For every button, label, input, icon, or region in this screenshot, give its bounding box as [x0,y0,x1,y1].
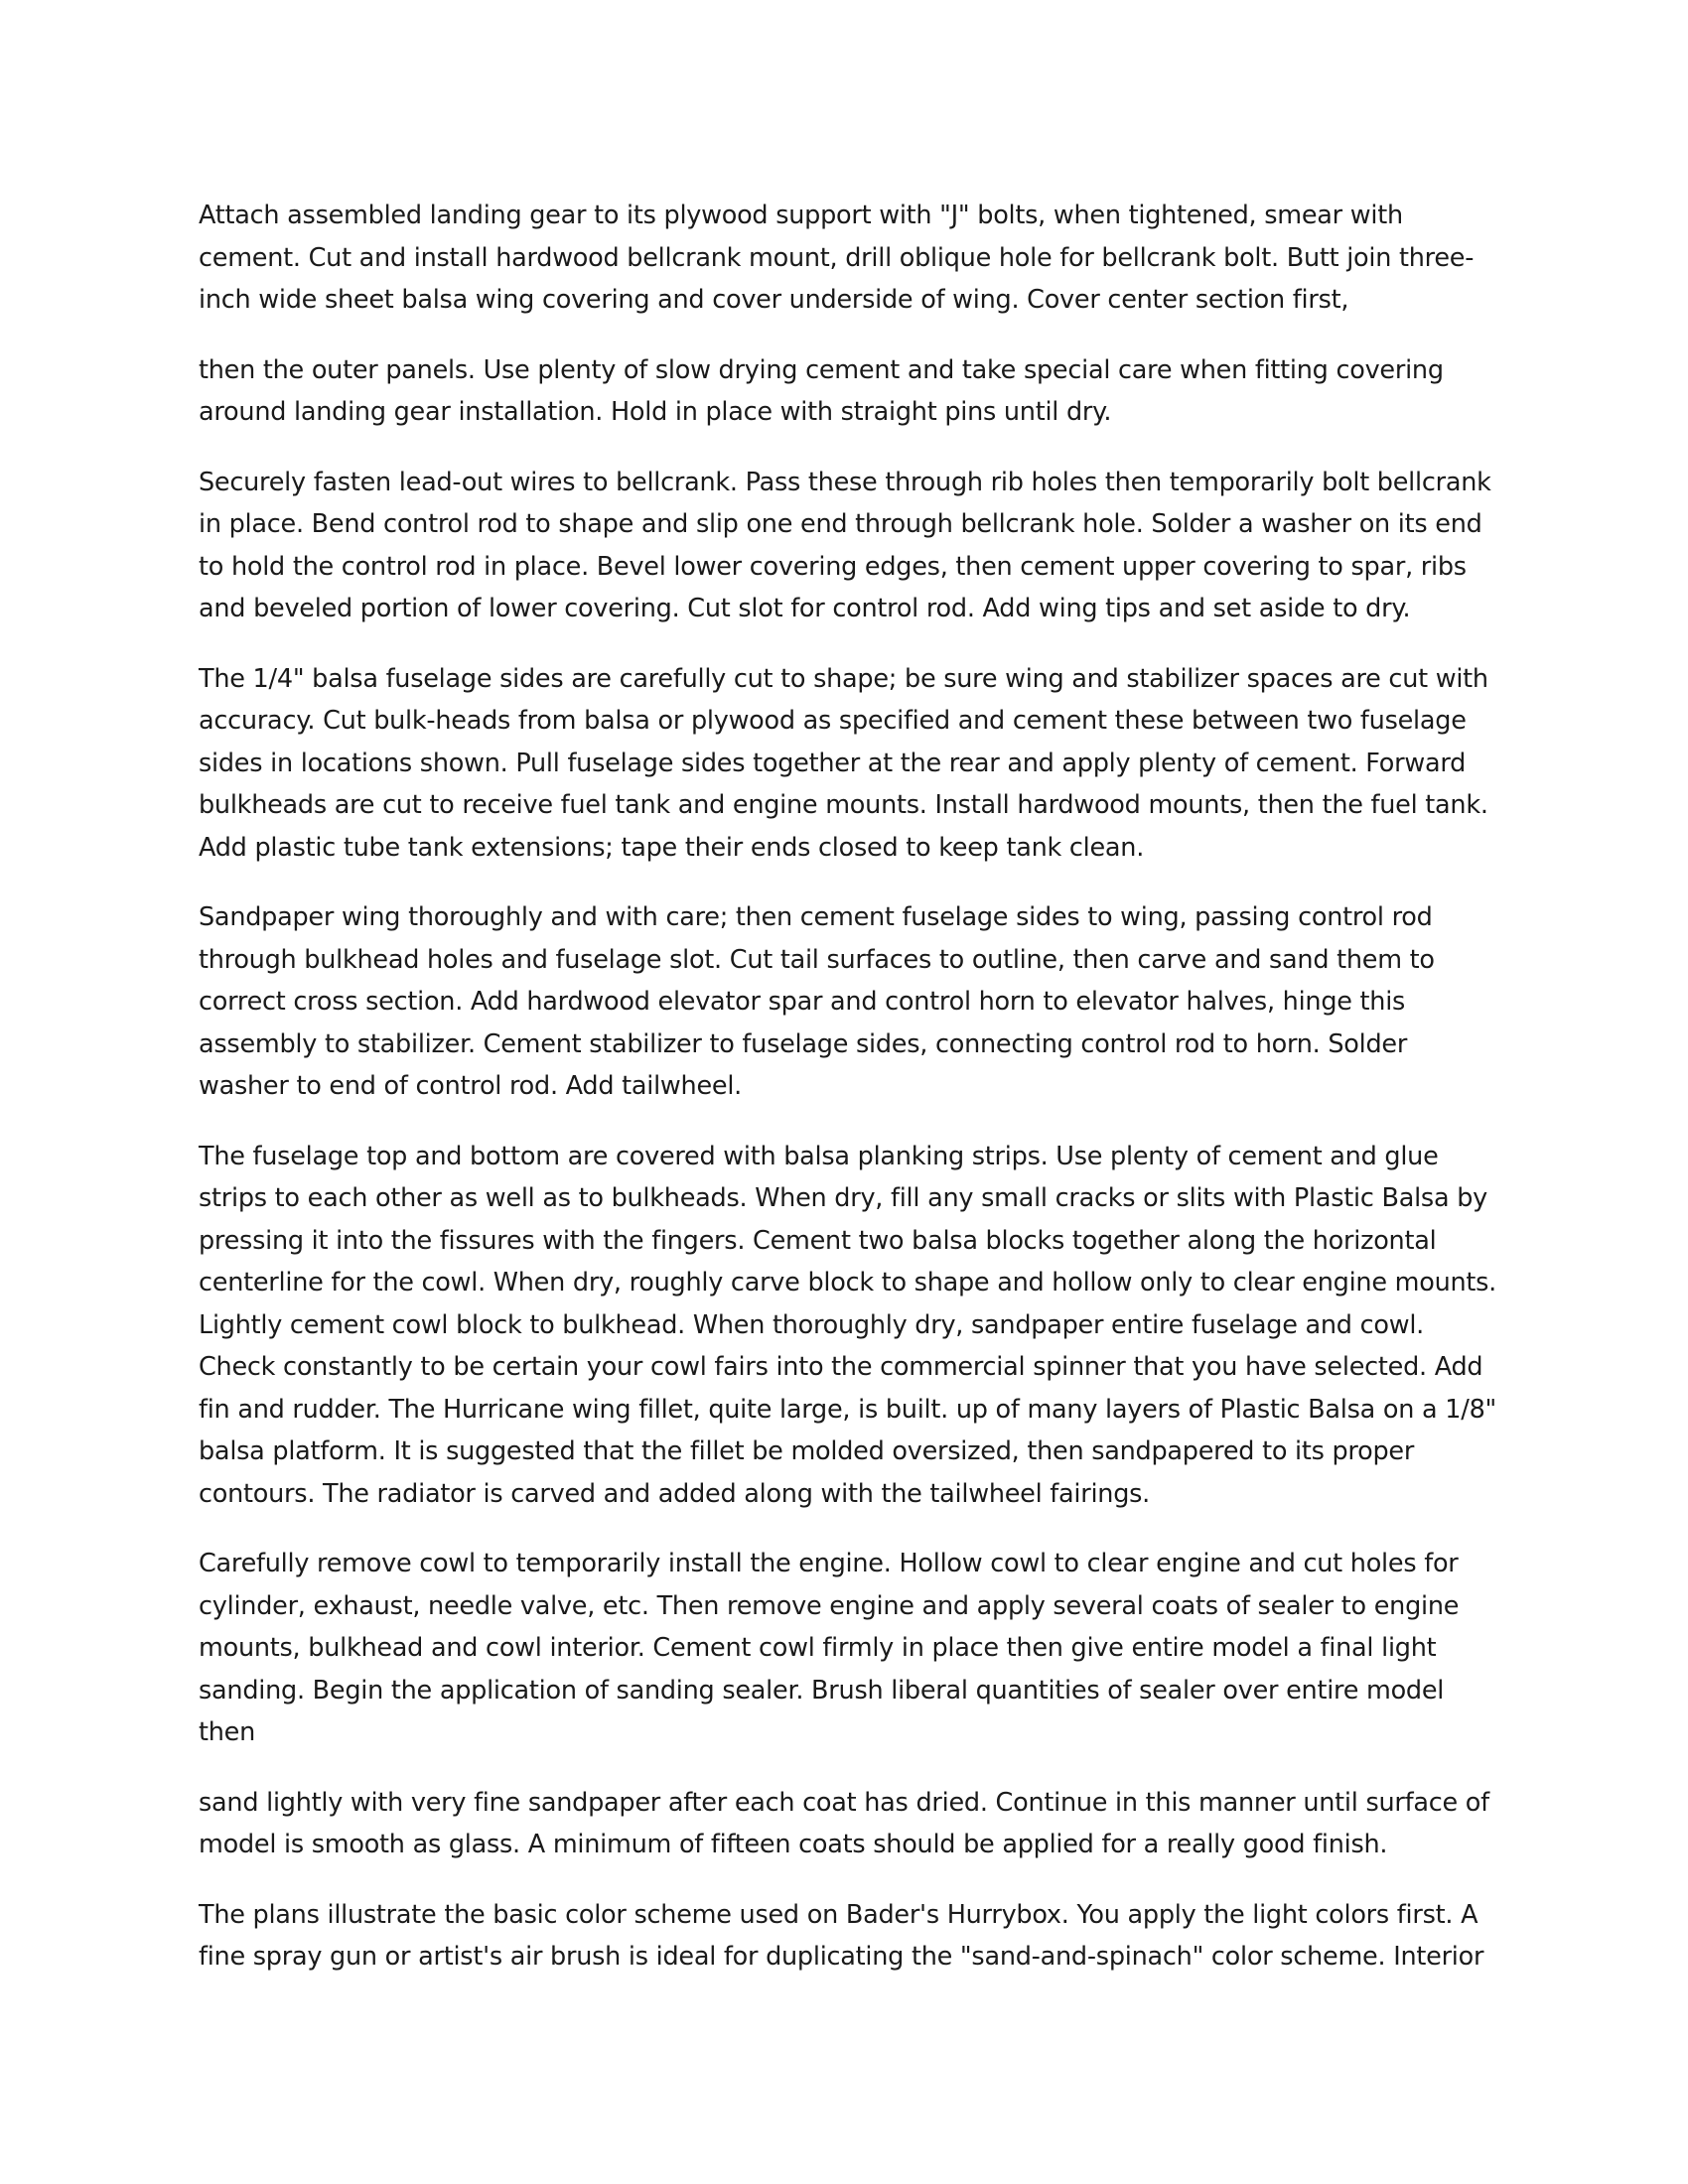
paragraph-planking-cowl: The fuselage top and bottom are covered with balsa planking strips. Use plenty of cement and glue strips to each other as well as to bulkheads. When dry, fill any small cracks or slits with Plastic Balsa by pressing it into the fissures with the fingers. Cement two balsa blocks together along the horizontal centerline for the cowl. When dry, roughly carve block to shape and hollow only to clear engine mounts. Lightly cement cowl block to bulkhead. When thoroughly dry, sandpaper entire fuselage and cowl. Check constantly to be certain your cowl fairs into the commercial spinner that you have selected. Add fin and rudder. The Hurricane wing fillet, quite large, is built. up of many layers of Plastic Balsa on a 1/8" balsa platform. It is suggested that the fillet be molded oversized, then sandpapered to its proper contours. The radiator is carved and added along with the tailwheel fairings. [199,1141,1497,1509]
paragraph-landing-gear: Attach assembled landing gear to its plywood support with "J" bolts, when tightened, smear with cement. Cut and install hardwood bellcrank mount, drill oblique hole for bellcrank bolt. Butt join three-inch wide sheet balsa wing covering and cover underside of wing. Cover center section first, [199,201,1475,315]
paragraph-tail-surfaces: Sandpaper wing thoroughly and with care; then cement fuselage sides to wing, passing control rod through bulkhead holes and fuselage slot. Cut tail surfaces to outline, then carve and sand them to correct cross section. Add hardwood elevator spar and control horn to elevator halves, hinge this assembly to stabilizer. Cement stabilizer to fuselage sides, connecting control rod to horn. Solder washer to end of control rod. Add tailwheel. [199,902,1435,1101]
body-text [199,195,1499,2006]
paragraph-color-scheme: The plans illustrate the basic color scheme used on Bader's Hurrybox. You apply the light colors first. A fine spray gun or artist's air brush is ideal for duplicating the "sand-and-spinach" color scheme. Interior [199,1899,1484,1972]
paragraph-sanding: sand lightly with very fine sandpaper after each coat has dried. Continue in this manner until surface of model is smooth as glass. A minimum of fifteen coats should be applied for a really good finish. [199,1787,1489,1859]
paragraph-engine-sealer: Carefully remove cowl to temporarily install the engine. Hollow cowl to clear engine and cut holes for cylinder, exhaust, needle valve, etc. Then remove engine and apply several coats of sealer to engine mounts, bulkhead and cowl interior. Cement cowl firmly in place then give entire model a final light sanding. Begin the application of sanding sealer. Brush liberal quantities of sealer over entire model then [199,1549,1460,1747]
paragraph-bellcrank: Securely fasten lead-out wires to bellcrank. Pass these through rib holes then temporarily bolt bellcrank in place. Bend control rod to shape and slip one end through bellcrank hole. Solder a washer on its end to hold the control rod in place. Bevel lower covering edges, then cement upper covering to spar, ribs and beveled portion of lower covering. Cut slot for control rod. Add wing tips and set aside to dry. [199,467,1491,623]
paragraph-outer-panels: then the outer panels. Use plenty of slow drying cement and take special care when fitting covering around landing gear installation. Hold in place with straight pins until dry. [199,354,1444,427]
paragraph-fuselage-sides: The 1/4" balsa fuselage sides are carefully cut to shape; be sure wing and stabilizer spaces are cut with accuracy. Cut bulk-heads from balsa or plywood as specified and cement these between two fuselage sides in locations shown. Pull fuselage sides together at the rear and apply plenty of cement. Forward bulkheads are cut to receive fuel tank and engine mounts. Install hardwood mounts, then the fuel tank. Add plastic tube tank extensions; tape their ends closed to keep tank clean. [199,663,1488,863]
